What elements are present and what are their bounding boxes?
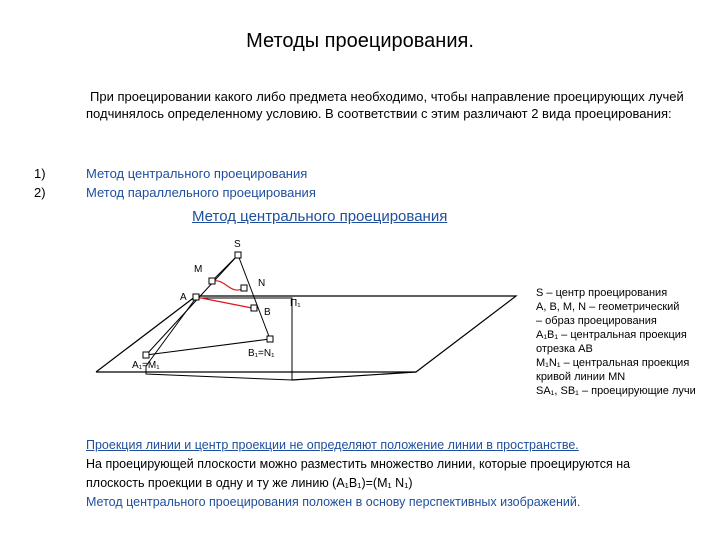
legend-line: А₁В₁ – центральная проекция (536, 329, 687, 341)
ray-s-a1 (146, 255, 238, 355)
label-m: M (194, 264, 203, 275)
label-b1-n1: B₁=N₁ (248, 348, 275, 359)
point-s (235, 252, 241, 258)
conclusion-text (86, 436, 706, 512)
label-b: B (264, 307, 271, 318)
list-item-number: 2) (34, 185, 46, 200)
list-item-number: 1) (34, 166, 46, 181)
ray-s-b1 (238, 255, 270, 339)
label-s: S (234, 239, 241, 250)
point-a1 (143, 352, 149, 358)
point-n (241, 285, 247, 291)
conclusion-line: Проекция линии и центр проекции не определяют положение линии в пространстве. (86, 438, 579, 452)
point-b1 (267, 336, 273, 342)
list-item-label: Метод центрального проецирования (86, 166, 308, 181)
line-s-m (212, 255, 238, 281)
point-b (251, 305, 257, 311)
page-title: Методы проецирования. (246, 30, 474, 52)
label-n: N (258, 278, 266, 289)
legend-line: S – центр проецирования (536, 287, 668, 299)
label-a1-m1: A₁=M₁ (132, 360, 160, 371)
list-item-label: Метод параллельного проецирования (86, 185, 316, 200)
legend (536, 286, 720, 398)
intro-text: При проецировании какого либо предмета необходимо, чтобы направление проецирующих лучей подчинялось определенному условию. В соответствии с этим различают 2 вида проецирования: (86, 89, 684, 121)
legend-line: M₁N₁ – центральная проекция (536, 357, 690, 369)
label-plane: П₁ (290, 298, 301, 309)
section-heading: Метод центрального проецирования (192, 208, 448, 225)
legend-line: – образ проецирования (536, 315, 657, 327)
legend-line: кривой линии MN (536, 371, 626, 383)
curve-m-n (212, 281, 244, 290)
point-a (193, 294, 199, 300)
plane-outline (196, 296, 516, 380)
legend-line: отрезка АВ (536, 343, 593, 355)
legend-line: А, В, М, N – геометрический (536, 301, 680, 313)
legend-line: SA₁, SB₁ – проецирующие лучи (536, 385, 696, 397)
segment-a-b (196, 297, 252, 308)
point-m (209, 278, 215, 284)
label-a: A (180, 292, 187, 303)
conclusion-line: Метод центрального проецирования положен в основу перспективных изображений. (86, 495, 581, 509)
conclusion-line: плоскость проекции в одну и ту же линию (А₁В₁)=(M₁ N₁) (86, 476, 413, 490)
conclusion-line: На проецирующей плоскости можно разместить множество линии, которые проецируются на (86, 457, 631, 471)
